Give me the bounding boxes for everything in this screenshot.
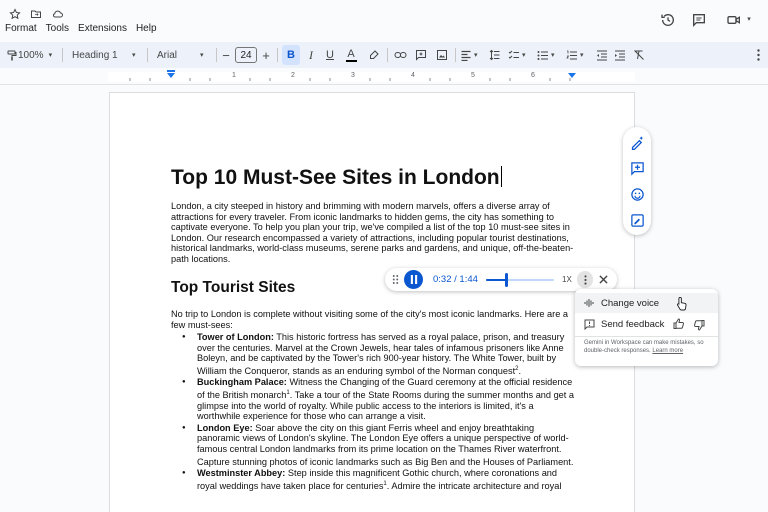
mouse-pointer-icon (676, 296, 688, 311)
text-cursor (501, 166, 503, 187)
list-item-text: Witness the Changing of the Guard ceremony at the official residence of the British monarch (197, 377, 573, 401)
list-item[interactable] (171, 423, 576, 467)
voice-waveform-icon (584, 298, 595, 308)
add-comment-icon[interactable] (413, 42, 429, 68)
sites-list (171, 332, 576, 493)
list-item-end: . Admire the intricate architecture and royal (386, 480, 562, 491)
ruler-number-3: 3 (351, 72, 355, 79)
menu-tools[interactable]: Tools (45, 23, 70, 34)
menu-help[interactable]: Help (135, 23, 157, 34)
highlight-icon[interactable] (366, 42, 382, 68)
chevron-down-icon: ▾ (551, 52, 555, 59)
version-history-icon[interactable] (659, 11, 677, 29)
chevron-down-icon: ▾ (580, 52, 584, 59)
list-item-end: . Take a tour of the State Rooms during the summer months and get a glimpse into the world of royalty. While public access to the interiors is limited, it's a worthwhile experience for those who can arrange a visit. (197, 390, 575, 422)
horizontal-ruler[interactable] (0, 70, 768, 84)
italic-label: I (309, 47, 313, 62)
kebab-icon (584, 275, 587, 285)
more-options-icon[interactable] (752, 42, 764, 68)
list-item-name: Westminster Abbey: (197, 468, 286, 479)
thumbs-up-icon[interactable] (673, 318, 685, 330)
title-bar (0, 0, 768, 40)
document-title[interactable] (171, 166, 502, 190)
list-item-text: Soar above the city on this giant Ferris wheel and enjoy breathtaking panoramic views of London's skyline. The London Eye offers a unique perspective of world-famous central London landmarks from its prime location on the Thames River waterfront. Capture stunning photos of iconic landmarks such as Big Ben and the Houses of Parliament. (197, 422, 574, 467)
playback-time: 0:32 / 1:44 (433, 274, 478, 285)
underline-label: U (326, 49, 334, 61)
gemini-side-panel (623, 127, 651, 235)
link-icon[interactable] (391, 42, 409, 68)
move-folder-icon[interactable] (29, 7, 43, 21)
decrease-font-size-button[interactable] (220, 42, 232, 68)
comments-icon[interactable] (690, 11, 708, 29)
clear-formatting-icon[interactable] (631, 42, 647, 68)
disclaimer-text: Gemini in Workspace can make mistakes, so double-check responses. (584, 340, 704, 354)
meet-dropdown-icon[interactable]: ▾ (747, 16, 751, 23)
ruler-number-5: 5 (471, 72, 475, 79)
add-comment-icon[interactable] (628, 159, 646, 177)
chevron-down-icon: ▾ (200, 52, 204, 59)
menu-extensions[interactable]: Extensions (78, 23, 127, 34)
ruler-number-4: 4 (411, 72, 415, 79)
list-item[interactable] (171, 377, 576, 421)
change-voice-item[interactable] (575, 293, 718, 313)
zoom-select[interactable] (18, 42, 58, 68)
ruler-number-1: 1 (232, 72, 236, 79)
formatting-toolbar (0, 42, 768, 68)
list-item-end: . (518, 365, 522, 376)
align-icon[interactable] (460, 42, 484, 68)
list-item-name: London Eye: (197, 422, 253, 433)
chevron-down-icon: ▾ (522, 52, 526, 59)
line-spacing-icon[interactable] (487, 42, 503, 68)
ruler-number-2: 2 (291, 72, 295, 79)
minus-label: − (222, 47, 230, 63)
gemini-disclaimer (584, 340, 712, 355)
star-icon[interactable] (8, 7, 22, 21)
thumbs-down-icon[interactable] (693, 319, 705, 331)
font-select[interactable] (157, 42, 213, 68)
chevron-down-icon: ▾ (474, 52, 478, 59)
player-options-menu (575, 289, 718, 366)
decrease-indent-icon[interactable] (594, 42, 610, 68)
progress-thumb[interactable] (505, 273, 508, 287)
italic-button[interactable] (303, 42, 319, 68)
insert-image-icon[interactable] (434, 42, 450, 68)
menu-bar (0, 23, 166, 37)
style-value: Heading 1 (72, 49, 118, 61)
font-size-value: 24 (240, 49, 252, 61)
pause-icon (410, 275, 418, 284)
list-item-name: Tower of London: (197, 332, 274, 342)
bulleted-list-icon[interactable] (537, 42, 561, 68)
chevron-down-icon: ▾ (48, 52, 53, 59)
chevron-down-icon: ▾ (132, 52, 136, 59)
footnote-ref[interactable]: 1 (383, 480, 387, 487)
send-feedback-item[interactable] (575, 314, 718, 334)
text-color-button[interactable] (343, 42, 359, 68)
bold-label: B (287, 49, 295, 61)
learn-more-link[interactable]: Learn more (652, 347, 684, 354)
bold-button[interactable] (282, 45, 300, 65)
close-icon[interactable] (597, 273, 610, 286)
list-item-text: This historic fortress has served as a royal palace, prison, and treasury over the centuries. Marvel at the Crown Jewels, hear tales of infamous prisoners like Anne Boleyn, and be captivated by the Tower's rich 900-year history. The White Tower, built by William the Conqueror, stands as an enduring symbol of the Norman conquest (197, 332, 565, 376)
section-heading[interactable]: Top Tourist Sites (171, 279, 296, 296)
pause-button[interactable] (404, 270, 423, 289)
progress-slider[interactable] (486, 279, 554, 281)
progress-fill (486, 279, 506, 281)
numbered-list-icon[interactable] (566, 42, 590, 68)
emoji-reaction-icon[interactable] (628, 185, 646, 203)
text-color-label: A (347, 47, 355, 60)
plus-label: + (262, 47, 270, 63)
font-size-input[interactable] (235, 47, 257, 63)
list-item[interactable] (171, 332, 576, 376)
ruler-number-6: 6 (531, 72, 535, 79)
underline-button[interactable] (322, 42, 338, 68)
increase-font-size-button[interactable] (260, 42, 272, 68)
menu-format[interactable]: Format (5, 23, 37, 34)
change-voice-label: Change voice (601, 297, 660, 309)
zoom-value: 100% (18, 49, 44, 61)
meet-icon[interactable] (724, 11, 744, 29)
footnote-ref[interactable]: 1 (286, 390, 290, 397)
popup-divider (575, 336, 718, 337)
title-text: Top 10 Must-See Sites in London (171, 166, 500, 189)
suggest-edits-icon[interactable] (628, 211, 646, 229)
drag-handle-icon[interactable] (390, 273, 400, 286)
font-value: Arial (157, 49, 178, 61)
feedback-icon (584, 319, 595, 330)
style-select[interactable] (72, 42, 142, 68)
list-item-name: Buckingham Palace: (197, 377, 287, 388)
footnote-ref[interactable]: 2 (515, 365, 519, 372)
help-me-write-icon[interactable] (628, 133, 646, 151)
intro-paragraph[interactable]: London, a city steeped in history and brimming with modern marvels, offers a diverse array of attractions for every traveler. From iconic landmarks to hidden gems, the city has something to captivate everyone. To help you plan your trip, we've compiled a list of the top 10 must-see sites in London. Our research encompassed a variety of attractions, including popular tourist destinations, historical landmarks, world-class museums, serene parks and gardens, and unique, off-the-beaten-path locations. (171, 201, 574, 264)
ruler-divider (0, 84, 768, 85)
text-color-bar (346, 60, 357, 62)
list-item-text: Step inside this magnificent Gothic church, where coronations and royal weddings have taken place for centuries (197, 468, 558, 491)
increase-indent-icon[interactable] (612, 42, 628, 68)
cloud-status-icon[interactable] (50, 7, 64, 21)
section-intro-paragraph[interactable]: No trip to London is complete without visiting some of the city's most iconic landmarks. Here are a few must-sees: (171, 309, 568, 330)
send-feedback-label: Send feedback (601, 318, 665, 330)
list-item[interactable] (171, 468, 576, 491)
more-options-button[interactable] (577, 271, 593, 288)
playback-speed-button[interactable]: 1X (562, 275, 572, 284)
checklist-icon[interactable] (508, 42, 532, 68)
listen-audio-player (385, 268, 617, 291)
